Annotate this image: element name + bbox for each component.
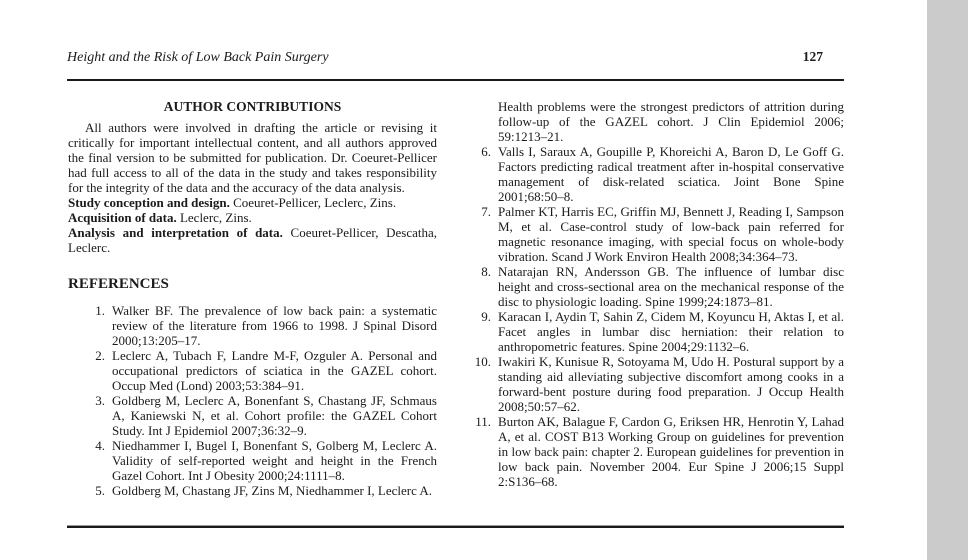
reference-number: 8. [481,264,491,279]
author-role-label: Acquisition of data. [68,210,177,225]
reference-item [481,204,844,264]
author-contributions-heading: AUTHOR CONTRIBUTIONS [163,99,342,114]
running-head [67,49,844,66]
reference-text: Burton AK, Balague F, Cardon G, Eriksen HR, Henrotin Y, Lahad A, et al. COST B13 Working Group on guidelines for prevention in low back pain: chapter 2. European guidelines for prevention in low back pain. November 2004. Eur Spine J 2006;15 Suppl 2:S136–68. [498,414,844,489]
reference-item [481,144,844,204]
author-role-label: Study conception and design. [68,195,230,210]
reference-item [95,438,437,483]
reference-item [95,483,437,498]
author-role-line [68,195,437,210]
author-role-names: Coeuret-Pellicer, Descatha, Leclerc. [68,225,437,255]
reference-text: Niedhammer I, Bugel I, Bonenfant S, Golberg M, Leclerc A. Validity of self-reported weight and height in the French Gazel Cohort. Int J Obesity 2000;24:1111–8. [112,438,437,483]
reference-number: 9. [481,309,491,324]
author-role-line [68,210,437,225]
reference-number: 4. [95,438,105,453]
references-heading: REFERENCES [68,276,169,292]
reference-number: 3. [95,393,105,408]
author-role-line [68,225,437,255]
author-role-label: Analysis and interpretation of data. [68,225,283,240]
reference-number: 10. [474,354,491,369]
reference-text: Karacan I, Aydin T, Sahin Z, Cidem M, Koyuncu H, Aktas I, et al. Facet angles in lumbar disc herniation: their relation to anthropometric features. Spine 2004;29:1132–6. [498,309,844,354]
reference-item [95,348,437,393]
reference-text: Palmer KT, Harris EC, Griffin MJ, Bennett J, Reading I, Sampson M, et al. Case-control study of low-back pain referred for magnetic resonance imaging, with special focus on whole-body vibration. Scand J Work Environ Health 2008;34:364–73. [498,204,844,264]
reference-text: Leclerc A, Tubach F, Landre M-F, Ozguler A. Personal and occupational predictors of sciatica in the GAZEL cohort. Occup Med (Lond) 2003;53:384–91. [112,348,437,393]
reference-5-continuation: Health problems were the strongest predictors of attrition during follow-up of the GAZEL cohort. J Clin Epidemiol 2006; 59:1213–21. [498,99,844,144]
reference-text: Valls I, Saraux A, Goupille P, Khoreichi A, Baron D, Le Goff G. Factors predicting radical treatment after in-hospital conservative management of disk-related sciatica. Joint Bone Spine 2001;68:50–8. [498,144,844,204]
reference-number: 2. [95,348,105,363]
reference-item [475,414,844,489]
reference-text: Natarajan RN, Andersson GB. The influence of lumbar disc height and cross-sectional area on the mechanical response of the disc to physiologic loading. Spine 1999;24:1873–81. [498,264,844,309]
references-right-list [474,144,844,489]
author-contributions-paragraph: All authors were involved in drafting the article or revising it critically for important intellectual content, and all authors approved the final version to be submitted for publication. Dr. Coeuret-Pellicer had full access to all of the data in the study and takes responsibility for the integrity of the data and the accuracy of the data analysis. [68,120,437,195]
reference-text: Goldberg M, Chastang JF, Zins M, Niedhammer I, Leclerc A. [112,483,433,498]
reference-number: 11. [475,414,491,429]
reference-number: 6. [481,144,491,159]
right-column [474,99,844,489]
page-number: 127 [802,49,823,64]
reference-item [95,303,437,348]
author-roles [68,195,437,255]
reference-text: Goldberg M, Leclerc A, Bonenfant S, Chastang JF, Schmaus A, Kaniewski N, et al. Cohort profile: the GAZEL Cohort Study. Int J Epidemiol 2007;36:32–9. [112,393,437,438]
reference-number: 5. [95,483,105,498]
reference-text: Walker BF. The prevalence of low back pain: a systematic review of the literature from 1966 to 1998. J Spinal Disord 2000;13:205–17. [112,303,437,348]
reference-number: 1. [95,303,105,318]
running-head-title: Height and the Risk of Low Back Pain Surgery [67,50,329,65]
reference-item [481,309,844,354]
screen-edge-strip [927,0,968,560]
reference-number: 7. [481,204,491,219]
reference-text: Iwakiri K, Kunisue R, Sotoyama M, Udo H. Postural support by a standing aid alleviating subjective discomfort among cooks in a forward-bent posture during food preparation. J Occup Health 2008;50:57–62. [498,354,844,414]
reference-item [474,354,844,414]
reference-item [95,393,437,438]
reference-item [481,264,844,309]
left-column [68,99,437,498]
references-left-list [95,303,437,498]
top-rule [67,79,844,81]
author-role-names: Coeuret-Pellicer, Leclerc, Zins. [229,195,397,210]
bottom-rule [67,525,844,528]
author-role-names: Leclerc, Zins. [176,210,252,225]
